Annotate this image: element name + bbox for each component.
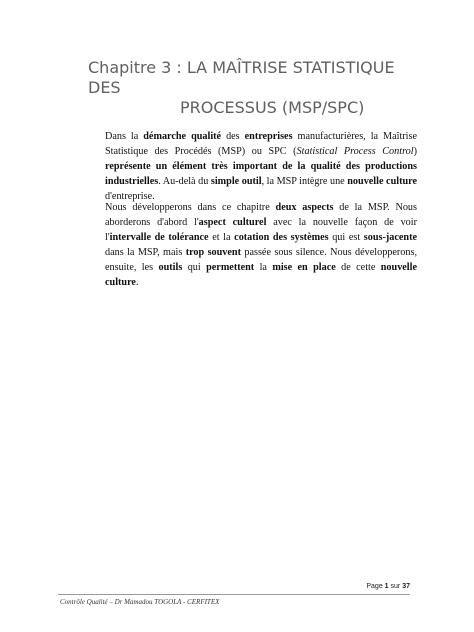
page-total: 37 xyxy=(402,583,410,590)
bold-span: mise en place xyxy=(272,262,336,273)
text-span: des xyxy=(221,131,245,142)
page-prefix: Page xyxy=(366,583,385,590)
bold-span: sous-jacente xyxy=(363,232,417,243)
bold-span: aspect culturel xyxy=(198,217,267,228)
text-span: , la MSP intègre une xyxy=(261,176,348,187)
text-span: de la MSP. Nous aborderons d'abord l' xyxy=(105,202,417,228)
chapter-title-line1: Chapitre 3 : LA MAÎTRISE STATISTIQUE DES xyxy=(88,58,395,97)
chapter-title-line2: PROCESSUS (MSP/SPC) xyxy=(180,98,365,117)
text-span: Nous développerons dans ce chapitre xyxy=(105,202,276,213)
text-span: . xyxy=(135,277,139,288)
text-span: avec la nouvelle façon de voir l' xyxy=(105,217,417,243)
bold-span: permettent xyxy=(206,262,255,273)
bold-span: entreprises xyxy=(244,131,293,142)
outline-paragraph xyxy=(105,200,417,290)
chapter-title xyxy=(60,58,430,118)
text-span: qui xyxy=(182,262,207,273)
text-span: ) xyxy=(413,146,417,157)
text-span: Dans la xyxy=(105,131,144,142)
text-span: d'entreprise. xyxy=(105,191,155,202)
bold-span: outils xyxy=(158,262,183,273)
bold-span: démarche qualité xyxy=(143,131,222,142)
text-span: manufacturières, la Maîtrise Statistique des Procédés (MSP) ou SPC ( xyxy=(105,131,417,157)
text-span: dans la MSP, mais xyxy=(105,247,186,258)
bold-span: simple outil xyxy=(210,176,262,187)
bold-span: intervalle de tolérance xyxy=(109,232,209,243)
bold-span: nouvelle culture xyxy=(105,262,417,288)
text-span: passée sous silence. Nous développerons, ensuite, les xyxy=(105,247,417,273)
footer-credit: Contrôle Qualité – Dr Mamadou TOGOLA - CERFITEX xyxy=(60,598,220,606)
bold-span: deux aspects xyxy=(275,202,334,213)
text-span: . Au-delà du xyxy=(158,176,211,187)
bold-span: trop souvent xyxy=(185,247,241,258)
page-current: 1 xyxy=(384,583,389,590)
intro-paragraph xyxy=(105,129,417,204)
italic-span: Statistical Process Control xyxy=(296,146,414,157)
text-span: et la xyxy=(208,232,235,243)
bold-span: cotation des systèmes xyxy=(234,232,329,243)
text-span: de cette xyxy=(335,262,381,273)
footer-divider xyxy=(58,594,410,595)
bold-span: représente un élément très important de la qualité des productions industrielles xyxy=(105,161,417,187)
text-span: qui est xyxy=(328,232,364,243)
page-separator: sur xyxy=(388,583,403,590)
bold-span: nouvelle culture xyxy=(347,176,417,187)
page-number xyxy=(366,583,410,590)
text-span: la xyxy=(254,262,273,273)
